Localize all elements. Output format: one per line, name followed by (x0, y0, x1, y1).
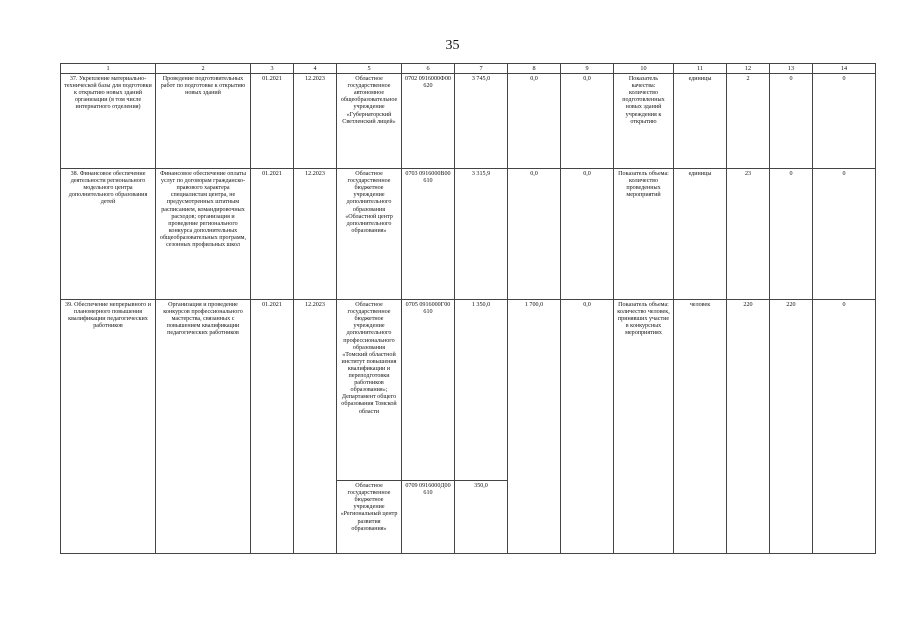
cell-executor: Областное государственное бюджетное учреждение дополнительного профессионального образования «Томский областной институт повышения квалификации и переподготовки работников образования»; Департамент общего образования Томской области (337, 300, 402, 481)
header-row (61, 64, 876, 74)
cell-code: 0705 0916000Г00 610 (402, 300, 455, 481)
cell-activity: 39. Обеспечение непрерывного и планомерного повышения квалификации педагогических работников (61, 300, 156, 554)
cell-start: 01.2021 (251, 74, 294, 169)
cell-v3: 0 (813, 300, 876, 554)
cell-executor: Областное государственное бюджетное учреждение «Региональный центр развития образования» (337, 481, 402, 554)
cell-code: 0709 0916000Д00 610 (402, 481, 455, 554)
cell-year3: 0,0 (561, 169, 614, 300)
cell-v2: 0 (770, 74, 813, 169)
page-number: 35 (445, 38, 460, 53)
cell-v3: 0 (813, 74, 876, 169)
cell-measure: Проведение подготовительных работ по подготовке к открытию новых зданий (156, 74, 251, 169)
cell-unit: человек (674, 300, 727, 554)
cell-v2: 0 (770, 169, 813, 300)
cell-unit: единицы (674, 74, 727, 169)
cell-v1: 220 (727, 300, 770, 554)
column-header: 2 (156, 64, 251, 74)
column-header: 8 (508, 64, 561, 74)
cell-year2: 1 700,0 (508, 300, 561, 554)
cell-year2: 0,0 (508, 74, 561, 169)
cell-end: 12.2023 (294, 169, 337, 300)
cell-indicator: Показатель качества: количество подготовленных новых зданий учреждения к открытию (614, 74, 674, 169)
cell-year1: 1 350,0 (455, 300, 508, 481)
cell-end: 12.2023 (294, 300, 337, 554)
cell-activity: 38. Финансовое обеспечение деятельности регионального модельного центра дополнительного образования детей (61, 169, 156, 300)
program-table (60, 63, 876, 554)
cell-measure: Организация и проведение конкурсов профессионального мастерства, связанных с повышением квалификации педагогических работников (156, 300, 251, 554)
column-header: 13 (770, 64, 813, 74)
cell-unit: единицы (674, 169, 727, 300)
table-row (61, 300, 876, 481)
column-header: 7 (455, 64, 508, 74)
column-header: 1 (61, 64, 156, 74)
column-header: 11 (674, 64, 727, 74)
cell-measure: Финансовое обеспечение оплаты услуг по договорам гражданско-правового характера специалистам центра, не предусмотренных штатным расписанием, командировочных расходов; организация и проведение регионального конкурса дополнительных общеобразовательных программ, сезонных профильных школ (156, 169, 251, 300)
column-header: 4 (294, 64, 337, 74)
cell-v2: 220 (770, 300, 813, 554)
cell-year1: 350,0 (455, 481, 508, 554)
cell-executor: Областное государственное бюджетное учреждение дополнительного образования «Областной центр дополнительного образования» (337, 169, 402, 300)
cell-indicator: Показатель объема: количество человек, принявших участие в конкурсных мероприятиях (614, 300, 674, 554)
cell-year1: 3 745,0 (455, 74, 508, 169)
column-header: 6 (402, 64, 455, 74)
column-header: 10 (614, 64, 674, 74)
cell-year3: 0,0 (561, 300, 614, 554)
cell-code: 0702 0916000Ф00 620 (402, 74, 455, 169)
cell-start: 01.2021 (251, 300, 294, 554)
column-header: 14 (813, 64, 876, 74)
cell-v3: 0 (813, 169, 876, 300)
cell-year2: 0,0 (508, 169, 561, 300)
cell-v1: 23 (727, 169, 770, 300)
cell-indicator: Показатель объема: количество проведенных мероприятий (614, 169, 674, 300)
cell-start: 01.2021 (251, 169, 294, 300)
cell-year3: 0,0 (561, 74, 614, 169)
column-header: 5 (337, 64, 402, 74)
table-row (61, 74, 876, 169)
cell-code: 0703 0916000В00 610 (402, 169, 455, 300)
column-header: 9 (561, 64, 614, 74)
table-row (61, 169, 876, 300)
column-header: 3 (251, 64, 294, 74)
cell-activity: 37. Укрепление материально-технической базы для подготовки к открытию новых зданий организации (в том числе интернатного отделения) (61, 74, 156, 169)
column-header: 12 (727, 64, 770, 74)
cell-end: 12.2023 (294, 74, 337, 169)
cell-v1: 2 (727, 74, 770, 169)
cell-executor: Областное государственное автономное общеобразовательное учреждение «Губернаторский Светленский лицей» (337, 74, 402, 169)
cell-year1: 3 315,9 (455, 169, 508, 300)
